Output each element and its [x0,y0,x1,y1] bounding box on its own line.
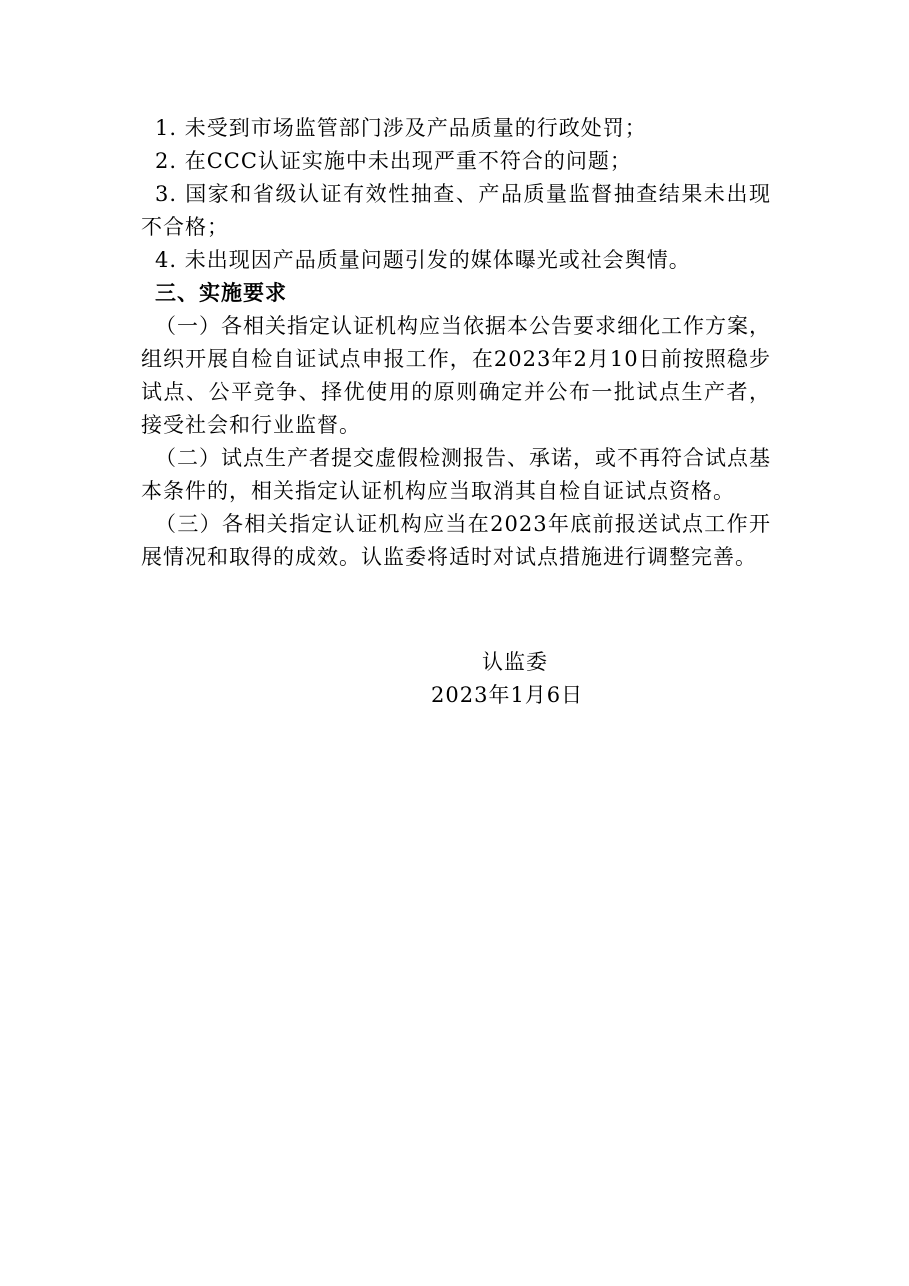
condition-item-2: 2. 在CCC认证实施中未出现严重不符合的问题； [155,149,632,173]
signature-date: 2023年1月6日 [431,683,584,707]
condition-item-4: 4. 未出现因产品质量问题引发的媒体曝光或社会舆情。 [155,248,691,272]
section-heading: 三、实施要求 [155,281,287,305]
signature-organization: 认监委 [482,650,548,674]
requirement-item-2: （二）试点生产者提交虚假检测报告、承诺，或不再符合试点基本条件的，相关指定认证机构应当取消其自检自证试点资格。 [141,446,771,503]
requirement-item-3: （三）各相关指定认证机构应当在2023年底前报送试点工作开展情况和取得的成效。认监委将适时对试点措施进行调整完善。 [141,512,771,569]
requirement-item-1: （一）各相关指定认证机构应当依据本公告要求细化工作方案，组织开展自检自证试点申报工作，在2023年2月10日前按照稳步试点、公平竞争、择优使用的原则确定并公布一批试点生产者，接受社会和行业监督。 [141,314,771,437]
condition-item-1: 1. 未受到市场监管部门涉及产品质量的行政处罚； [155,116,647,140]
document-body [141,112,771,574]
signature-block [141,646,771,712]
condition-item-3: 3. 国家和省级认证有效性抽查、产品质量监督抽查结果未出现不合格； [141,182,771,239]
